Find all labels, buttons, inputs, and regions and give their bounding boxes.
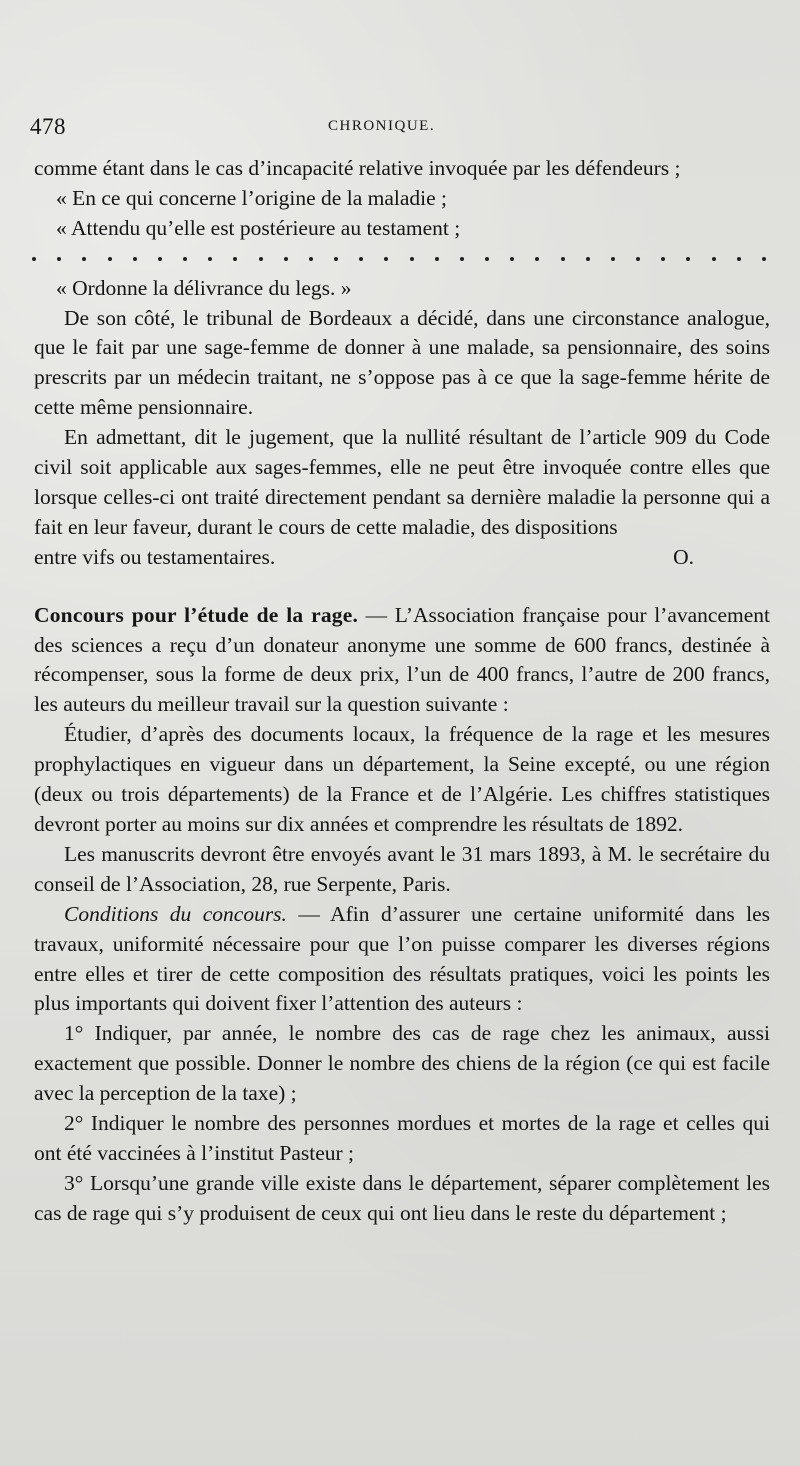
body-text (34, 154, 770, 1229)
quoted-line-attendu: « Attendu qu’elle est postérieure au testament ; (56, 215, 461, 240)
paragraph-manuscrits: Les manuscrits devront être envoyés avant le 31 mars 1893, à M. le secrétaire du conseil de l’Association, 28, rue Serpente, Paris. (34, 841, 770, 896)
paragraph-continuation: comme étant dans le cas d’incapacité relative invoquée par les défendeurs ; (34, 156, 681, 180)
paragraph-conditions (34, 900, 770, 1020)
conditions-text: — Afin d’assurer une certaine uniformité dans les travaux, uniformité nécessaire pour que l’on puisse comparer les diverses régions entre elles et tirer de cette composition des résultats pratiques, voici les points les plus importants qui doivent fixer l’attention des auteurs : (34, 901, 771, 1016)
paragraph-point-3: 3° Lorsqu’une grande ville existe dans le département, séparer complètement les cas de rage qui s’y produisent de ceux qui ont lieu dans le reste du département ; (34, 1170, 770, 1225)
ellipsis-dots-row (32, 244, 770, 274)
page-number: 478 (30, 114, 66, 139)
paragraph-etudier: Étudier, d’après des documents locaux, la fréquence de la rage et les mesures prophylactiques en vigueur dans un département, la Seine excepté, ou une région (deux ou trois départements) de la France et de l’Algérie. Les chiffres statistiques devront porter au moins sur dix années et comprendre les résultats de 1892. (34, 722, 770, 837)
concours-text: — L’Association française pour l’avancement des sciences a reçu d’un donateur anonyme une somme de 600 francs, destinée à récompenser, sous la forme de deux prix, l’un de 400 francs, l’autre de 200 francs, les auteurs du meilleur travail sur la question suivante : (34, 602, 770, 717)
quoted-line-origin: « En ce qui concerne l’origine de la maladie ; (56, 185, 448, 210)
jugement-last-line: entre vifs ou testamentaires. (34, 544, 276, 569)
paragraph-jugement-end (34, 543, 770, 573)
section-title: Concours pour l’étude de la rage. (34, 602, 359, 627)
paragraph-bordeaux: De son côté, le tribunal de Bordeaux a décidé, dans une circonstance analogue, que le fait par une sage-femme de donner à une malade, sa pensionnaire, des soins prescrits par un médecin traitant, ne s’oppose pas à ce que la sage-femme hérite de cette même pensionnaire. (34, 305, 770, 420)
page-header (30, 114, 770, 144)
paragraph-point-2: 2° Indiquer le nombre des personnes mordues et mortes de la rage et celles qui ont été vaccinées à l’institut Pasteur ; (34, 1111, 770, 1165)
paragraph-concours (34, 601, 770, 721)
running-head: CHRONIQUE. (328, 118, 436, 134)
quoted-line-ordonne: « Ordonne la délivrance du legs. » (56, 275, 352, 300)
paragraph-jugement: En admettant, dit le jugement, que la nullité résultant de l’article 909 du Code civil soit applicable aux sages-femmes, elle ne peut être invoquée contre elles que lorsque celles-ci ont traité directement pendant sa dernière maladie la personne qui a fait en leur faveur, durant le cours de cette maladie, des dispositions (34, 425, 770, 539)
paragraph-point-1: 1° Indiquer, par année, le nombre des cas de rage chez les animaux, aussi exactement que possible. Donner le nombre des chiens de la région (ce qui est facile avec la perception de la taxe) ; (34, 1021, 770, 1106)
author-signature: O. (673, 544, 694, 569)
section-spacer (34, 573, 770, 601)
conditions-title: Conditions du concours. (64, 901, 287, 926)
